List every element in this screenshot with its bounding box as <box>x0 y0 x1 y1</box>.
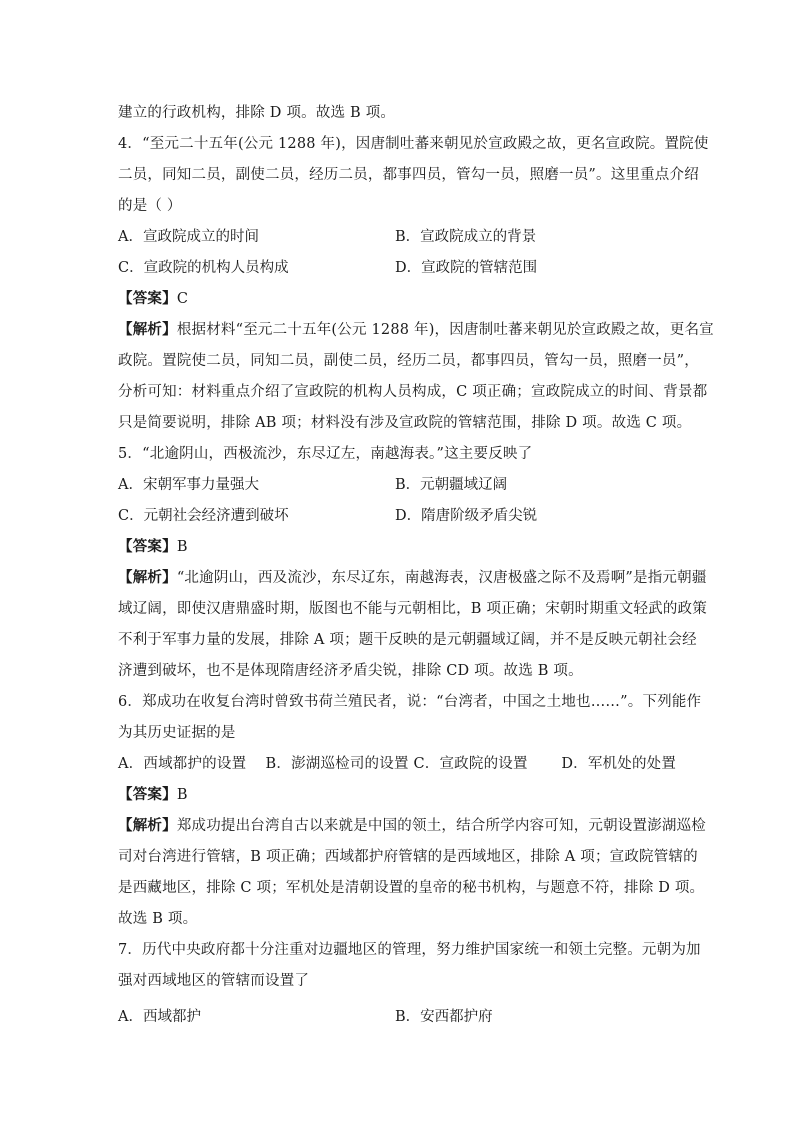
question-5-option-a: A．宋朝军事力量强大 <box>118 477 259 493</box>
question-4-option-b: B．宣政院成立的背景 <box>395 229 537 245</box>
question-4-stem: 二员，同知二员，副使二员，经历二员，都事四员，管勾一员，照磨一员”。这里重点介绍 <box>118 167 699 183</box>
analysis-6: 是西藏地区，排除 C 项；军机处是清朝设置的皇帝的秘书机构，与题意不符，排除 D 项。 <box>118 880 705 896</box>
question-4-option-a: A．宣政院成立的时间 <box>118 229 259 245</box>
analysis-4: 分析可知：材料重点介绍了宣政院的机构人员构成，C 项正确；宣政院成立的时间、背景都 <box>118 384 708 400</box>
section-marker: 【答案】 <box>118 538 177 555</box>
question-5-option-d: D．隋唐阶级矛盾尖锐 <box>395 508 538 524</box>
section-marker: 【解析】 <box>118 321 177 338</box>
question-7-option-a: A．西域都护 <box>118 1009 201 1025</box>
question-4-stem: 4．“至元二十五年(公元 1288 年)，因唐制吐蕃来朝见於宣政殿之故，更名宣政院。置院使 <box>118 136 709 152</box>
analysis-6: 司对台湾进行管辖，B 项正确；西域都护府管辖的是西域地区，排除 A 项；宣政院管辖的 <box>118 849 698 865</box>
section-marker: 【解析】 <box>118 569 177 586</box>
section-marker: 【答案】 <box>118 786 177 803</box>
question-4-option-d: D．宣政院的管辖范围 <box>395 260 538 276</box>
question-4-stem: 的是（ ） <box>118 198 182 214</box>
question-6-options: A．西域都护的设置 B．澎湖巡检司的设置 C．宣政院的设置 D．军机处的处置 <box>118 756 677 772</box>
question-5-option-b: B．元朝疆域辽阔 <box>395 477 508 493</box>
analysis-4: 只是简要说明，排除 AB 项；材料没有涉及宣政院的管辖范围，排除 D 项。故选 C 项。 <box>118 415 692 431</box>
question-5-stem: 5．“北逾阴山，西极流沙，东尽辽左，南越海表。”这主要反映了 <box>118 446 533 462</box>
question-7-stem: 强对西域地区的管辖而设置了 <box>118 973 310 989</box>
analysis-6: 【解析】郑成功提出台湾自古以来就是中国的领土，结合所学内容可知，元朝设置澎湖巡检 <box>118 817 707 834</box>
answer-5: 【答案】B <box>118 538 188 555</box>
analysis-4: 【解析】根据材料“至元二十五年(公元 1288 年)，因唐制吐蕃来朝见於宣政殿之故，更名宣 <box>118 321 714 338</box>
analysis-5: 不利于军事力量的发展，排除 A 项；题干反映的是元朝疆域辽阔，并不是反映元朝社会经 <box>118 632 697 648</box>
question-4-option-c: C．宣政院的机构人员构成 <box>118 260 289 276</box>
analysis-5: 济遭到破坏，也不是体现隋唐经济矛盾尖锐，排除 CD 项。故选 B 项。 <box>118 663 583 679</box>
text-line: 建立的行政机构，排除 D 项。故选 B 项。 <box>118 105 396 121</box>
section-marker: 【解析】 <box>118 817 177 834</box>
analysis-5: 域辽阔，即使汉唐鼎盛时期，版图也不能与元朝相比，B 项正确；宋朝时期重文轻武的政策 <box>118 601 707 617</box>
question-6-stem: 为其历史证据的是 <box>118 725 236 741</box>
section-marker: 【答案】 <box>118 290 177 307</box>
question-7-stem: 7．历代中央政府都十分注重对边疆地区的管理，努力维护国家统一和领土完整。元朝为加 <box>118 942 701 958</box>
answer-4: 【答案】C <box>118 290 189 307</box>
question-6-stem: 6．郑成功在收复台湾时曾致书荷兰殖民者，说：“台湾者，中国之土地也……”。下列能作 <box>118 694 702 710</box>
answer-6: 【答案】B <box>118 786 188 803</box>
question-5-option-c: C．元朝社会经济遭到破坏 <box>118 508 289 524</box>
analysis-5: 【解析】“北逾阴山，西及流沙，东尽辽东，南越海表，汉唐极盛之际不及焉啊”是指元朝疆 <box>118 569 707 586</box>
analysis-4: 政院。置院使二员，同知二员，副使二员，经历二员，都事四员，管勾一员，照磨一员”， <box>118 353 699 369</box>
analysis-6: 故选 B 项。 <box>118 911 198 927</box>
question-7-option-b: B．安西都护府 <box>395 1009 493 1025</box>
